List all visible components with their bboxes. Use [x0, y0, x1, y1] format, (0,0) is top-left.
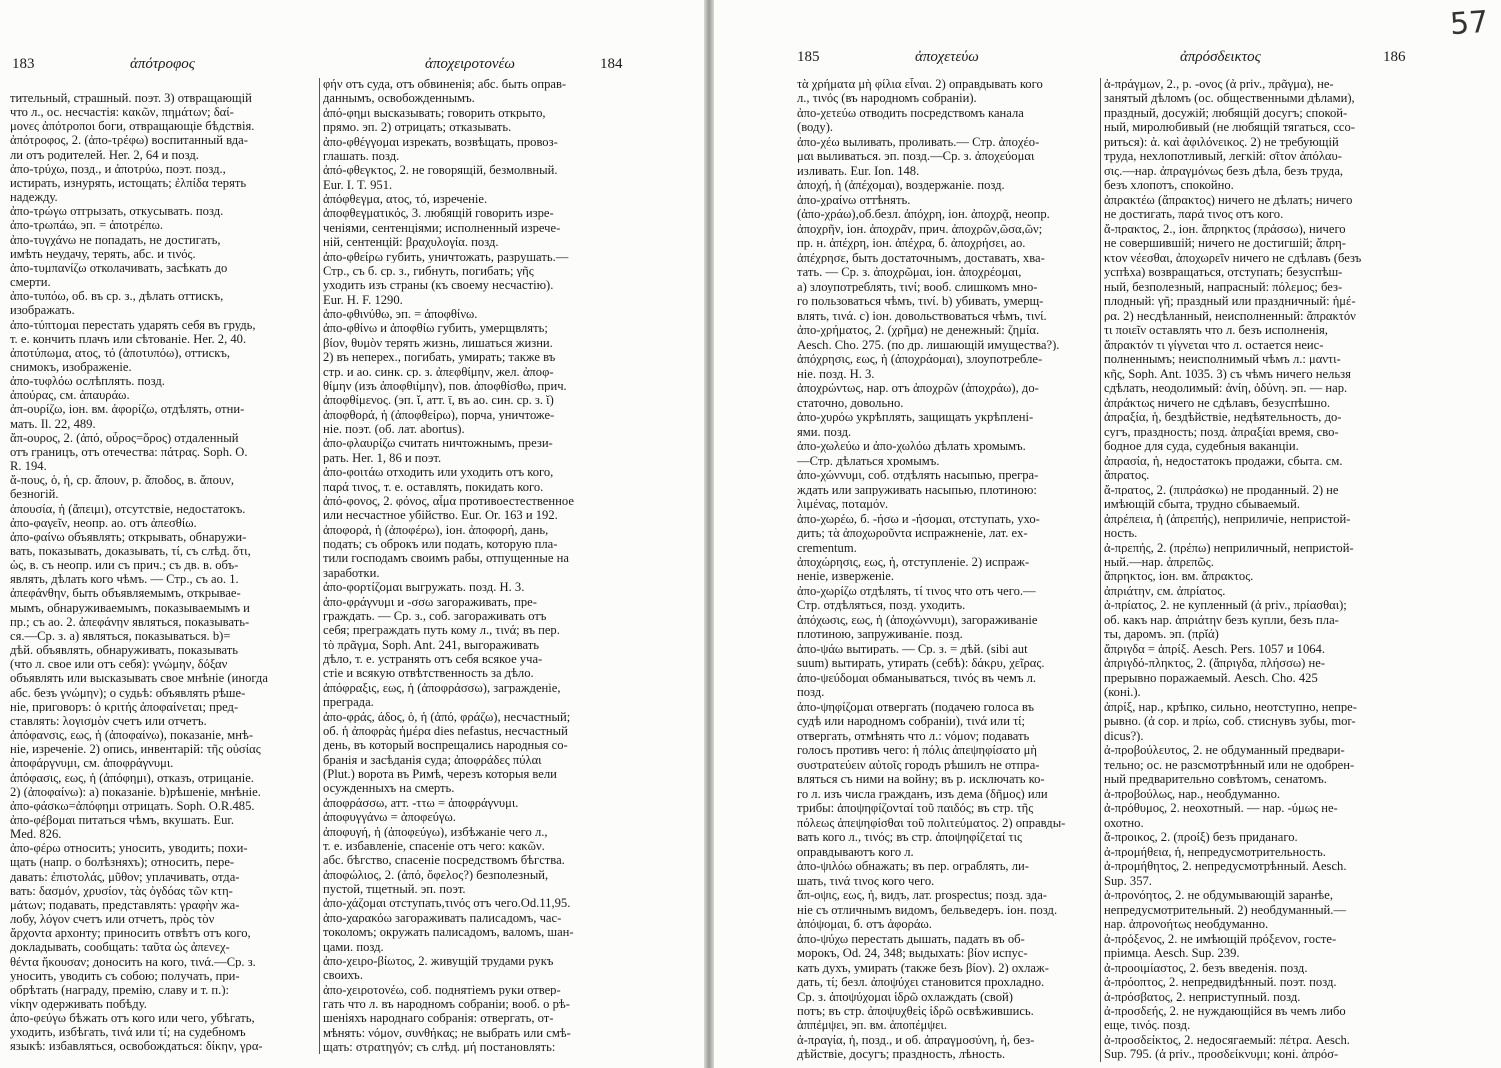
dictionary-line: ἀπο-χραίνω оттѣнять. [797, 193, 911, 207]
dictionary-line: смерти. [10, 276, 51, 289]
dictionary-line: кать духъ, умирать (также безъ βίον). 2) охлаж- [797, 961, 1049, 975]
dictionary-line: ἀπο-ψύχω перестать дышать, падать въ об- [797, 932, 1025, 946]
dictionary-line: осужденныхъ на смерть. [323, 782, 455, 795]
dictionary-line: уносить, уводить съ собою; получать, при- [10, 969, 240, 983]
dictionary-line: ный предварительно совѣтомъ, сенатомъ. [1104, 773, 1327, 786]
dictionary-line: риться): ἀ. καὶ ἀφιλόνεικος. 2) не требующій [1104, 135, 1339, 149]
dictionary-line: токоломъ; окружать палисадомъ, валомъ, шан- [323, 926, 574, 939]
dictionary-line: (коні.). [1104, 686, 1141, 699]
dictionary-line: т. е. кончить плачъ или сѣтованіе. Her. 2, 40. [10, 332, 247, 346]
dictionary-line: шеніяхъ народнаго собранія: отвергать, от- [323, 1012, 554, 1025]
running-head: ἀποχετεύω [915, 49, 979, 65]
dictionary-line: Eur. I. T. 951. [323, 178, 393, 192]
dictionary-line: ἀπο-τυπόω, об. въ ср. з., дѣлать оттискъ, [10, 290, 224, 303]
dictionary-line: σις.—нар. ἀπραγμόνως безъ дѣла, безъ труда, [1104, 164, 1344, 178]
dictionary-line: ἀπο-χωλεύω и ἀπο-χωλόω дѣлать хромымъ. [797, 440, 1026, 453]
dictionary-line: шать, τινά τινος кого чего. [797, 874, 935, 888]
dictionary-line: вляться съ ними на войну; въ р. исключать ко- [797, 773, 1045, 786]
dictionary-line: являть, дѣлать кого чѣмъ. — Стр., съ ао. 1. [10, 573, 239, 586]
dictionary-line: —Стр. дѣлаться хромымъ. [797, 454, 940, 468]
dictionary-line: день, въ который воспрещались народныя со- [323, 739, 568, 752]
dictionary-line: ἀπο-φέβομαι питаться чѣмъ, вкушать. Eur. [10, 813, 235, 827]
dictionary-line: ніе съ отличнымъ видомъ, бельведеръ. іон. позд. [797, 903, 1058, 917]
dictionary-line: ἀποφθορά, ἡ (ἀποφθείρω), порча, уничтоже- [323, 408, 555, 422]
dictionary-line: ἀπο-τυμπανίζω отколачивать, засѣкать до [10, 261, 228, 275]
dictionary-line: ἀπο-φαγεῖν, неопр. ао. отъ ἀπεσθίω. [10, 516, 197, 530]
dictionary-line: ἀπο-χειροτονέω, соб. поднятіемъ руки отвер- [323, 983, 561, 997]
dictionary-line: ἀπο-φράγνυμι и -σσω загораживать, пре- [323, 595, 537, 609]
dictionary-line: успѣха) возвращаться, отступать; безуспѣш- [1104, 266, 1343, 279]
dictionary-line: судѣ или народномъ собраніи), τινά или τί; [797, 715, 1026, 728]
dictionary-line: ἀπόψομαι, б. отъ ἀφοράω. [797, 918, 932, 931]
dictionary-line: сдѣлать, неодолимый: ἀνίη, ὀδύνη. эп. — нар. [1104, 382, 1348, 395]
dictionary-line: ἀπριγδό-πληκτος, 2. (ἄπριγδα, πλήσσω) не- [1104, 657, 1326, 670]
dictionary-line: ἀ-πρόσβατος, 2. неприступный. позд. [1104, 990, 1301, 1004]
dictionary-line: ἀπουσία, ἡ (ἄπειμι), отсутствіе, недостатокъ. [10, 502, 246, 516]
dictionary-line: ἀ-προβούλως, нар., необдуманно. [1104, 787, 1281, 801]
dictionary-line: ἀπο-φεύγω бѣжать отъ кого или чего, убѣгать, [10, 1012, 255, 1025]
dictionary-line: (что л. свое или отъ себя): γνώμην, δόξαν [10, 658, 228, 671]
dictionary-line: абс. бѣгство, спасеніе посредствомъ бѣгства. [323, 854, 565, 867]
dictionary-line: ἀπότροφος, 2. (ἀπο-τρέφω) воспитанный вда- [10, 134, 248, 148]
dictionary-line: ἀπο-φέρω относить; уносить, уводить; похи- [10, 842, 248, 855]
dictionary-line: преграда. [323, 696, 374, 709]
dictionary-line: снимокъ, изображеніе. [10, 360, 132, 374]
dictionary-line: συστρατεύειν αὐτοῖς городъ рѣшилъ не отпра- [797, 758, 1040, 772]
dictionary-line: а) злоупотреблять, τινί; вооб. слишкомъ мно- [797, 280, 1038, 294]
dictionary-line: ἀπό-φημι высказывать; говорить открыто, [323, 106, 546, 120]
dictionary-line: ἀπο-φράς, άδος, ὁ, ἡ (ἀπό, φράζω), несчастный; [323, 710, 571, 724]
dictionary-line: ἀποφθίμενος. (эп. ῐ, атт. ῑ, въ ао. син. ср. з. ῐ) [323, 394, 554, 407]
dictionary-line: надежду. [10, 191, 58, 204]
dictionary-line: неніе, изверженіе. [797, 570, 895, 584]
dictionary-line: ἀπο-τυφλόω ослѣплять. позд. [10, 375, 165, 388]
dictionary-line: ставлять: λογισμὸν счетъ или отчетъ. [10, 714, 207, 728]
dictionary-line: ἀποχή, ἡ (ἀπέχομαι), воздержаніе. позд. [797, 179, 1005, 192]
dictionary-line: ἀποφθεγματικός, 3. любящій говорить изре- [323, 207, 554, 220]
dictionary-line: мать. Il. 22, 489. [10, 417, 96, 431]
dictionary-line: ἀπο-χέω выливать, проливать.— Стр. ἀποχέο- [797, 135, 1040, 149]
dictionary-line: ἀ-προσδεής, 2. не нуждающійся въ чемъ либо [1104, 1005, 1346, 1018]
dictionary-line: морокъ, Od. 24, 348; выдыхать: βίον испус- [797, 947, 1028, 960]
dictionary-line: crementum. [797, 541, 857, 555]
dictionary-line: (Plut.) ворота въ Римѣ, черезъ которыя вели [323, 768, 557, 781]
dictionary-line: труда, нехлопотливый, легкій: σῖτον ἀπόλαυ- [1104, 150, 1342, 164]
dictionary-line: стіе и всякую отвѣтственность за дѣло. [323, 667, 534, 680]
dictionary-line: гать что л. въ народномъ собраніи; вооб. о рѣ- [323, 998, 570, 1011]
dictionary-line: ἀπο-χωρίζω отдѣлять, τί τινος что отъ чего.— [797, 584, 1036, 598]
dictionary-line: пріимца. Aesch. Sup. 239. [1104, 947, 1240, 960]
dictionary-line: dicus?). [1104, 729, 1144, 743]
dictionary-line: ἀπο-χώννυμι, соб. отдѣлять насыпью, прегра- [797, 469, 1039, 482]
dictionary-line: κῆς, Soph. Ant. 1035. 3) съ чѣмъ ничего нельзя [1104, 367, 1351, 381]
dictionary-line: давать: ἐπιστολάς, μῦθον; уплачивать, отда- [10, 870, 240, 884]
dictionary-line: истирать, изнурять, истощать; ἐλπίδα терять [10, 176, 247, 190]
dictionary-line: прямо. эп. 2) отрицать; отказывать. [323, 121, 512, 134]
dictionary-line: пустой, тщетный. эп. поэт. [323, 883, 466, 896]
dictionary-line: позд. [797, 686, 825, 699]
dictionary-line: ἄ-πρατος, 2. (πιπράσκω) не проданный. 2) не [1104, 483, 1339, 497]
dictionary-line: ἀπό-φονος, 2. φόνος, αἷμα противоестественное [323, 494, 574, 508]
dictionary-line: ἀ-πρεπής, 2. (πρέπω) неприличный, непристой- [1104, 541, 1354, 555]
dictionary-line: изливать. Eur. Ion. 148. [797, 164, 920, 178]
dictionary-line: ἀπο-ψηφίζομαι отвергать (подачею голоса въ [797, 700, 1035, 714]
dictionary-line: ἀπο-φαίνω объявлять; открывать, обнаружи- [10, 530, 247, 544]
dictionary-line: докладывать, сообщать: ταῦτα ὡς ἀπενεχ- [10, 941, 230, 954]
dictionary-line: ἀπο-φορτίζομαι выгружать. позд. H. 3. [323, 581, 525, 594]
dictionary-line: ἀπράκτως ничего не сдѣлавъ, безуспѣшно. [1104, 396, 1331, 410]
dictionary-line: ἀπο-φθινύθω, эп. = ἀποφθίνω. [323, 308, 478, 321]
dictionary-line: ἀ-πρόοπτος, 2. непредвидѣнный. поэт. позд. [1104, 976, 1337, 989]
dictionary-line: ἀπρίξ, нар., крѣпко, сильно, неотступно, непре- [1104, 700, 1357, 714]
dictionary-line: ἀπο-ψάω вытирать. — Ср. з. = дѣй. (sibi aut [797, 642, 1028, 656]
dictionary-line: абс. безъ γνώμην); о судьѣ: объявлять рѣше- [10, 686, 246, 700]
dictionary-line: πόλεως ἀπεψηφίσθαι τοῦ πολιτεύματος. 2) оправды- [797, 816, 1066, 830]
dictionary-line: τὸ πρᾶγμα, Soph. Ant. 241, выгораживать [323, 638, 540, 652]
dictionary-line: подать; съ оброкъ или подать, которую пла- [323, 538, 558, 551]
dictionary-line: ἀπο-χετεύω отводить посредствомъ канала [797, 106, 1024, 120]
dictionary-line: ніе, изреченіе. 2) опись, инвентарій: τῆς οὐσίας [10, 743, 261, 756]
dictionary-line: ἀποφώλιος, 2. (ἀπό, ὄφελος?) безполезный, [323, 868, 549, 882]
page-number: 186 [1383, 49, 1406, 65]
dictionary-line: ἀπο-φλαυρίζω считать ничтожнымъ, прези- [323, 437, 553, 450]
dictionary-line: трибы: ἀποψηφίζονταί τοῦ παιδός; въ стр. τῆς [797, 802, 1034, 815]
dictionary-line: потъ; въ стр. ἀποψυχθεὶς ἱδρῶ освѣжившись. [797, 1005, 1034, 1018]
dictionary-line: уходить, избѣгать, τινά или τί; на судебномъ [10, 1026, 246, 1039]
dictionary-line: тать. — Ср. з. ἀποχρῶμαι, іон. ἀποχρέομαι, [797, 266, 1022, 279]
dictionary-line: λιμένας, ποταμόν. [797, 498, 889, 511]
page-number: 185 [797, 49, 820, 65]
dictionary-line: ἄπρηκτος, іон. вм. ἄπρακτος. [1104, 570, 1254, 584]
dictionary-line: охотно. [1104, 816, 1144, 830]
dictionary-line: ἄ-πρακτος, 2., іон. ἄπρηκτος (πράσσω), ничего [1104, 222, 1346, 236]
dictionary-line: ты, даромъ. эп. (πρῐά) [1104, 628, 1219, 641]
dictionary-line: ἀπο-ψεύδομαι обманываться, τινός въ чемъ л. [797, 671, 1037, 685]
dictionary-line: имѣющій сбыта, трудно сбываемый. [1104, 498, 1300, 511]
dictionary-line: лобу, λόγον счетъ или отчетъ, πρὸς τὸν [10, 913, 215, 926]
dictionary-line: Eur. H. F. 1290. [323, 293, 403, 307]
dictionary-line: ἀπο-τρύχω, позд., и ἀποτρύω, поэт. позд., [10, 162, 226, 176]
text-column [1104, 78, 1406, 1062]
dictionary-line: ἀπο-τρώγω отгрызать, откусывать. позд. [10, 205, 224, 218]
dictionary-line: Med. 826. [10, 828, 62, 841]
dictionary-line: ἀπ-ουρίζω, іон. вм. ἀφορίζω, отдѣлять, отни- [10, 403, 245, 417]
dictionary-line: вать: δασμόν, χρυσίον, τὰς ὀγδόας τῶν κτη- [10, 884, 233, 898]
text-column [323, 78, 625, 1054]
dictionary-line: ἀπο-ψιλόω обнажать; въ пер. ограблять, ли- [797, 860, 1029, 873]
dictionary-line: ἀ-προσδείκτος, 2. недосягаемый: πέτρα. Aesch. [1104, 1033, 1350, 1047]
dictionary-line: еще, τινός. позд. [1104, 1019, 1191, 1033]
dictionary-line: ній, сентенцій: βραχυλογία. позд. [323, 236, 499, 249]
dictionary-line: ἀπό-φθεγκτος, 2. не говорящій, безмолвный. [323, 164, 558, 177]
dictionary-line: ἀπο-τρωπάω, эп. = ἀποτρέπω. [10, 219, 164, 232]
dictionary-line: дать, τί; безл. ἀποψύχει становится прохладно. [797, 976, 1045, 989]
dictionary-line: ἀπριάτην, см. ἀπρίατος. [1104, 584, 1226, 598]
dictionary-line: рать. Her. 1, 86 и поэт. [323, 451, 442, 465]
dictionary-line: κτον νέεσθαι, ἀποχωρεῖν ничего не сдѣлавъ (безъ [1104, 251, 1362, 265]
dictionary-line: изображать. [10, 304, 75, 317]
dictionary-line: ἀπόχρησις, εως, ἡ (ἀποχράομαι), злоупотребле- [797, 353, 1043, 366]
dictionary-line: ἀ-πρίατος, 2. не купленный (ἀ priv., πρίασθαι); [1104, 599, 1347, 613]
dictionary-line: ἀπρέπεια, ἡ (ἀπρεπής), неприличіе, непристой- [1104, 512, 1351, 526]
dictionary-line: имѣть неудачу, терять, абс. и τινός. [10, 247, 196, 261]
dictionary-line: θίμην (изъ ἀποφθιίμην), пов. ἀποφθίσθω, прич. [323, 379, 567, 393]
dictionary-line: го л. изъ числа гражданъ, изъ дема (δῆμος) или [797, 787, 1048, 801]
dictionary-line: ἀ-προμήθεια, ἡ, непредусмотрительность. [1104, 845, 1326, 859]
dictionary-line: ρα. 2) несдѣланный, неисполненный: ἄπρακτόν [1104, 309, 1356, 323]
dictionary-line: ный, безполезный, напрасный: πόλεμος; без- [1104, 280, 1343, 294]
dictionary-line: ченіями, сентенціями; исполненный изрече- [323, 221, 561, 235]
dictionary-line: Ср. з. ἀποψύχομαι ἱδρῶ охлаждать (свой) [797, 990, 1013, 1004]
dictionary-line: ὡς, в. съ неопр. или съ прич.; съ дв. в. объ- [10, 559, 239, 572]
dictionary-line: отвергать, отмѣнять что л.: νόμον; подавать [797, 729, 1030, 743]
dictionary-line: мѣнять: νόμον, συνθήκας; не выбрать или смѣ- [323, 1026, 571, 1040]
dictionary-line: τὰ χρήματα μὴ φίλια εἶναι. 2) оправдывать кого [797, 78, 1043, 91]
running-head: ἀπότροφος [130, 56, 195, 72]
dictionary-line: вать, показывать, доказывать, τί, съ слѣд. ὅτι, [10, 545, 251, 558]
dictionary-line: безъ хлопотъ, спокойно. [1104, 179, 1234, 192]
dictionary-line: ἀπο-χυρόω укрѣплять, защищать укрѣплені- [797, 411, 1034, 424]
dictionary-line: ἀπρασία, ἡ, недостатокъ продажи, сбыта. см. [1104, 454, 1343, 468]
running-head: ἀποχειροτονέω [425, 56, 515, 72]
dictionary-line: ность. [1104, 527, 1138, 540]
dictionary-line: вать кого л., τινός; въ стр. ἀποψηφίζεταί τις [797, 831, 1022, 844]
dictionary-line: ἀποφάργνυμι, см. ἀποφράγνυμι. [10, 757, 174, 770]
dictionary-line: ἀπόφθεγμα, ατος, τό, изреченіе. [323, 193, 488, 206]
dictionary-line: ἀπο-χάζομαι отступать,τινός отъ чего.Od.11,95. [323, 897, 571, 910]
dictionary-line: ἀπο-φοιτάω отходить или уходить отъ кого, [323, 466, 554, 479]
dictionary-line: ἀ-προβούλευτος, 2. не обдуманный предвари- [1104, 744, 1345, 757]
dictionary-line: ἀπο-φθίνω и ἀποφθίω губить, умерщвлять; [323, 322, 548, 335]
book-gutter [704, 0, 714, 1068]
dictionary-line: ἀποφράσσω, атт. -ττω = ἀποφράγνυμι. [323, 796, 519, 810]
dictionary-line: бранія и засѣданія суда; ἀποφράδες πύλαι [323, 753, 542, 767]
dictionary-line: обрѣтать (награду, премію, славу и т. п.): [10, 983, 230, 997]
dictionary-line: ἀπόφανσις, εως, ἡ (ἀποφαίνω), показаніе, мнѣ- [10, 729, 254, 742]
dictionary-line: ἀποφυγγάνω = ἀποφεύγω. [323, 811, 456, 824]
dictionary-line: объявлять или высказывать свое мнѣніе (иногда [10, 672, 268, 685]
dictionary-line: μαι выливаться. эп. позд.—Ср. з. ἀποχεύομαι [797, 150, 1035, 164]
dictionary-line: ἀπούρας, см. ἀπαυράω. [10, 389, 130, 402]
running-head: ἀπρόσδεικτος [1180, 49, 1261, 65]
dictionary-line: (воду). [797, 121, 834, 135]
dictionary-line: τι ποιεῖν оставлять что л. безъ исполненія, [1104, 324, 1328, 337]
dictionary-line: ἀπρακτέω (ἄπρακτος) ничего не дѣлать; ничего [1104, 193, 1353, 207]
dictionary-line: ἄπρακτόν τι γίγνεται что л. остается неис- [1104, 338, 1324, 352]
dictionary-line: ἀπραξία, ἡ, бездѣйствіе, недѣятельность, до- [1104, 411, 1342, 424]
dictionary-line: тили господамъ своимъ рабы, отпущенные на [323, 552, 569, 565]
dictionary-line: тительный, страшный. поэт. 3) отвращающій [10, 92, 252, 105]
dictionary-line: уходить изъ страны (къ своему несчастію). [323, 279, 554, 292]
page-number: 183 [12, 56, 35, 72]
dictionary-line: стр. и ао. синк. ср. з. ἀπεφθίμην, жел. ἀποφ- [323, 365, 554, 379]
dictionary-line: отъ границъ, отъ отечества: πάτρας. Soph. O. [10, 445, 248, 459]
dictionary-line: Стр. отдѣляться, позд. уходить. [797, 599, 966, 613]
dictionary-line: Aesch. Cho. 275. (по др. лишающій имущества?). [797, 338, 1060, 352]
dictionary-line: занятый дѣломъ (ос. общественными дѣлами), [1104, 92, 1355, 106]
dictionary-line: ἄ-προικος, 2. (προίξ) безъ приданаго. [1104, 831, 1298, 844]
dictionary-line: заработки. [323, 566, 380, 580]
dictionary-line: Sup. 357. [1104, 874, 1152, 888]
dictionary-line: ἄπ-οψις, εως, ἡ, видъ, лат. prospectus; позд. зда- [797, 889, 1047, 902]
dictionary-line: оправдываютъ кого л. [797, 845, 914, 859]
dictionary-line: ἀ-πραγία, ἡ, позд., и об. ἀπραγμοσύνη, ἡ, без- [797, 1033, 1035, 1047]
dictionary-line: ли отъ родителей. Her. 2, 64 и позд. [10, 148, 199, 162]
dictionary-line: ἀ-προοιμίαστος, 2. безъ введенія. позд. [1104, 961, 1308, 975]
dictionary-line: ἀ-προνόητος, 2. не обдумывающій заранѣе, [1104, 889, 1334, 902]
dictionary-line: ἄρχοντα архонту; приносить отвѣтъ отъ кого, [10, 927, 251, 940]
dictionary-line: ἀπο-χρήματος, 2. (χρῆμα) не денежный: ζημία. [797, 324, 1040, 337]
dictionary-line: νίκην одерживать побѣду. [10, 998, 147, 1011]
dictionary-line: μάτων; подавать, представлять: γραφὴν жа- [10, 898, 240, 912]
dictionary-line: ἀ-πρόξενος, 2. не имѣющій πρόξενον, госте- [1104, 932, 1337, 946]
dictionary-line: ἀπο-φάσκω=ἀπόφημι отрицать. Soph. O.R.485. [10, 799, 255, 813]
dictionary-line: ἄπριγδα = ἀπρίξ. Aesch. Pers. 1057 и 1064. [1104, 642, 1325, 656]
dictionary-line: ἀποχρώντως, нар. отъ ἀποχρῶν (ἀποχράω), до- [797, 382, 1039, 395]
dictionary-line: ный.—нар. ἀπρεπῶς. [1104, 555, 1214, 569]
dictionary-line: παρά τινος, т. е. оставлять, покидать кого. [323, 480, 544, 494]
dictionary-line: ніе. позд. H. 3. [797, 367, 875, 381]
dictionary-line: дѣй. объявлять, обнаруживать, показывать [10, 644, 238, 657]
dictionary-line: щать: στρατηγόν; съ слѣд. μή постановлять: [323, 1041, 556, 1054]
dictionary-line: граждать. — Ср. з., соб. загораживать отъ [323, 609, 547, 623]
dictionary-line: ἀ-πράγμων, 2., р. -ονος (ἀ priv., πρᾶγμα), не- [1104, 78, 1334, 91]
dictionary-line: ἀπέχρησε, быть достаточнымъ, доставать, хва- [797, 251, 1045, 265]
dictionary-line: ἀπεφάνθην, быть объявляемымъ, открывае- [10, 587, 241, 601]
dictionary-line: пр. н. ἀπέχρη, іон. ἀπέχρα, б. ἀποχρήσει, ао. [797, 237, 1026, 250]
dictionary-line: ἀ-προμήθητος, 2. непредусмотрѣнный. Aesch. [1104, 860, 1347, 873]
dictionary-line: θέντα ἥκουσαν; доносить на кого, τινά.—Ср. з. [10, 955, 256, 969]
dictionary-line: го пользоваться чѣмъ, τινί. b) убивать, умерщ- [797, 295, 1044, 308]
dictionary-line: ἀπόφασις, εως, ἡ (ἀπόφημι), отказъ, отрицаніе. [10, 771, 254, 785]
dictionary-line: безногій. [10, 488, 59, 501]
dictionary-line: бодное для суда, судебныя ваканціи. [1104, 440, 1299, 453]
dictionary-line: даннымъ, освобожденнымъ. [323, 92, 475, 105]
page-number: 184 [600, 56, 623, 72]
dictionary-line: ἀπο-τύπτομαι перестать ударять себя въ грудь, [10, 318, 256, 332]
dictionary-line: статочно, довольно. [797, 396, 904, 410]
text-column [797, 78, 1099, 1062]
dictionary-line: дить; τὰ ἀποχωροῦντα испражненіе, лат. ex- [797, 527, 1028, 540]
dictionary-line: мымъ, обнаруживаемымъ, показываемымъ и [10, 601, 250, 615]
dictionary-line: цами. позд. [323, 940, 384, 954]
dictionary-line: щать (напр. о болѣзняхъ); относить, пере- [10, 856, 235, 870]
dictionary-line: ями. позд. [797, 425, 852, 439]
dictionary-line: 2) въ неперех., погибать, умирать; также въ [323, 351, 556, 364]
dictionary-line: глашать. позд. [323, 149, 400, 163]
dictionary-line: тельно; ос. не разсмотрѣнный или не одобрен- [1104, 758, 1355, 772]
dictionary-line: ἀπο-χαρακόω загораживать палисадомъ, час- [323, 911, 562, 925]
dictionary-line: ніе, приговоръ: ὁ κριτής ἀποφαίνεται; пред- [10, 700, 239, 714]
dictionary-line: плотиною, запруживаніе. позд. [797, 628, 963, 641]
dictionary-line: ἀπόχωσις, εως, ἡ (ἀποχώννυμι), загораживаніе [797, 613, 1038, 627]
dictionary-line: (ἀπο-χράω),об.безл. ἀπόχρη, іон. ἀποχρᾷ, неопр. [797, 208, 1050, 221]
dictionary-line: ἀπο-τυγχάνω не попадать, не достигать, [10, 233, 221, 247]
dictionary-line: ἀππέμψει, эп. вм. ἀποπέμψει. [797, 1019, 948, 1033]
dictionary-line: Стр., съ б. ср. з., гибнуть, погибать; γῆς [323, 264, 534, 278]
dictionary-line: влять, τινά. с) іон. довольствоваться чѣмъ, τινί. [797, 309, 1047, 323]
dictionary-line: дѣло, т. е. устранять отъ себя всякое уча- [323, 653, 543, 666]
dictionary-line: ся.—Ср. з. а) являться, показываться. b)= [10, 629, 231, 643]
dictionary-line: ἀπο-χειρο-βίωτος, 2. живущій трудами рукъ [323, 954, 554, 968]
dictionary-line: ἀπο-φθείρω губить, уничтожать, разрушать.— [323, 250, 569, 264]
dictionary-line: ἀποχώρησις, εως, ἡ, отступленіе. 2) испраж- [797, 555, 1030, 569]
dictionary-line: ἄπρατος. [1104, 469, 1150, 482]
dictionary-line: ніе. поэт. (об. лат. abortus). [323, 423, 465, 436]
dictionary-line: ἀποτύπωμα, ατος, τό (ἀποτυπόω), оттискъ, [10, 346, 231, 360]
dictionary-line: не совершившій; ничего не достигшій; ἄπρη- [1104, 237, 1346, 250]
dictionary-line: рывно. (ἀ сор. и πρίω, соб. стиснувъ зубы, mor- [1104, 715, 1356, 728]
text-column [10, 92, 318, 1054]
dictionary-line: ἀποφορά, ἡ (ἀποφέρω), іон. ἀποφορή, дань, [323, 523, 549, 537]
dictionary-line: βίον, θυμὸν терять жизнь, лишаться жизни. [323, 336, 553, 350]
dictionary-line: прерывно поражаемый. Aesch. Cho. 425 [1104, 671, 1318, 685]
dictionary-line: об. какъ нар. ἀπριάτην безъ купли, безъ пла- [1104, 613, 1339, 627]
dictionary-line: ἀπόφραξις, εως, ἡ (ἀποφράσσω), загражденіе, [323, 681, 561, 695]
dictionary-line: или несчастное убійство. Eur. Or. 163 и 192. [323, 509, 558, 522]
dictionary-line: плодный: γῆ; праздный или праздничный: ἡμέ- [1104, 295, 1356, 308]
dictionary-line: ἄπ-ουρος, 2. (ἀπό, οὖρος=ὅρος) отдаленный [10, 431, 239, 445]
dictionary-line: что л., ос. несчастія: κακῶν, πημάτων; δαί- [10, 106, 234, 119]
dictionary-line: своихъ. [323, 969, 363, 982]
dictionary-line: 2) (ἀποφαίνω): а) показаніе. b)рѣшеніе, мнѣніе. [10, 785, 261, 799]
dictionary-line: языкѣ: избавляться, освобождаться: δίκην, γρα- [10, 1040, 263, 1054]
dictionary-line: праздный, досужій; любящій досугъ; спокой- [1104, 106, 1348, 120]
dictionary-line: ἀποχρῆν, іон. ἀποχρᾶν, прич. ἀποχρῶν,ῶσα,ῶν; [797, 222, 1043, 236]
dictionary-line: непредусмотрительный. 2) необдуманный.— [1104, 903, 1347, 917]
dictionary-line: ἀποφυγή, ἡ (ἀποφεύγω), избѣжаніе чего л., [323, 825, 548, 839]
dictionary-line: ἀπο-χωρέω, б. -ήσω и -ήσομαι, отступать, ухо- [797, 512, 1040, 526]
dictionary-line: R. 194. [10, 460, 47, 473]
dictionary-line: φήν отъ суда, отъ обвиненія; абс. быть оправ- [323, 78, 567, 91]
dictionary-line: сугъ, праздность; позд. ἀπραξίαι время, сво- [1104, 425, 1339, 439]
dictionary-line: ждать или запруживать насыпью, плотиною: [797, 483, 1037, 497]
dictionary-line: Sup. 795. (ἀ priv., προσδείκνυμι; коні. ἀπρόσ- [1104, 1048, 1339, 1062]
handwritten-mark: 57 [1448, 4, 1490, 43]
dictionary-line: об. ἡ ἀποφρὰς ἡμέρα dies nefastus, несчастный [323, 724, 568, 738]
dictionary-line: голосъ противъ чего: ἡ πόλις ἀπεψηφίσατο μὴ [797, 744, 1038, 757]
dictionary-line: себя; преграждать путь кому л., τινά; въ пер. [323, 624, 560, 637]
dictionary-line: полненнымъ; неисполнимый чѣмъ л.: μαντι- [1104, 353, 1341, 366]
dictionary-line: ἀ-πρόθυμος, 2. неохотный. — нар. -ύμως не- [1104, 802, 1338, 815]
dictionary-line: ἄ-πους, ὁ, ἡ, ср. ἄπουν, р. ἄποδος, в. ἄπουν, [10, 474, 235, 487]
dictionary-line: пр.; съ ао. 2. ἀπεφάνην являться, показывать- [10, 615, 250, 629]
dictionary-line: suum) вытирать, утирать (себѣ): δάκρυ, χεῖρας. [797, 657, 1045, 670]
dictionary-line: ный, миролюбивый (не любящій тягаться, ссо- [1104, 121, 1356, 135]
dictionary-line: нар. ἀπρονοήτως необдуманно. [1104, 918, 1269, 931]
dictionary-line: ἀπο-φθέγγομαι изрекать, возвѣщать, провоз- [323, 135, 558, 149]
dictionary-line: не достигать, παρά τινος отъ кого. [1104, 208, 1284, 221]
dictionary-line: т. е. избавленіе, спасеніе отъ чего: κακῶν. [323, 839, 545, 853]
dictionary-line: л., τινός (въ народномъ собраніи). [797, 92, 977, 106]
dictionary-line: μονες ἀπότροποι боги, отвращающіе бѣдствія. [10, 120, 255, 133]
dictionary-line: дѣйствіе, досугъ; праздность, лѣность. [797, 1048, 1006, 1062]
